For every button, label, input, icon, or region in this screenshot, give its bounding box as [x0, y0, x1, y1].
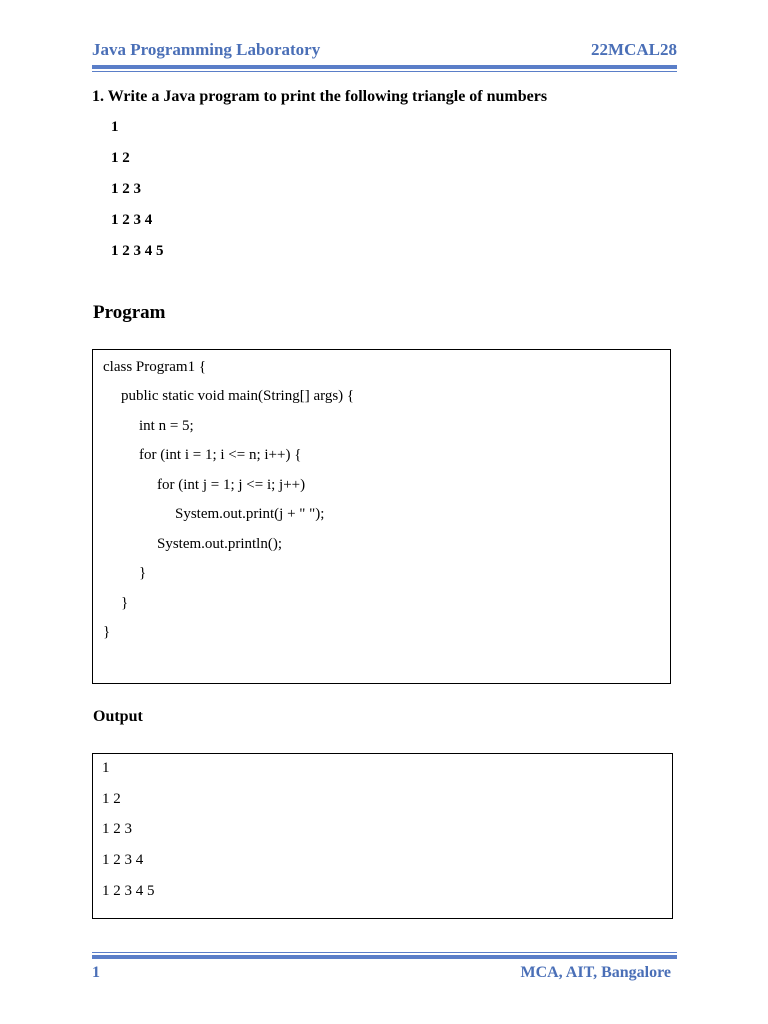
code-box — [92, 349, 671, 684]
footer-institution: MCA, AIT, Bangalore — [520, 964, 671, 981]
code-line: } — [139, 565, 147, 581]
output-line: 1 2 3 4 5 — [102, 883, 155, 899]
header-rule-thin — [92, 71, 677, 72]
output-heading: Output — [93, 708, 143, 725]
question-text: 1. Write a Java program to print the following triangle of numbers — [92, 88, 548, 105]
code-line: public static void main(String[] args) { — [121, 388, 355, 404]
program-heading: Program — [93, 302, 166, 323]
output-line: 1 2 3 — [102, 821, 132, 837]
code-line: System.out.print(j + " "); — [175, 506, 325, 522]
page-header — [92, 40, 677, 60]
triangle-row: 1 2 3 — [111, 181, 141, 197]
code-line: for (int i = 1; i <= n; i++) { — [139, 447, 302, 463]
page-number: 1 — [92, 964, 100, 981]
code-line: } — [121, 595, 129, 611]
header-course-title: Java Programming Laboratory — [92, 40, 321, 59]
code-line: System.out.println(); — [157, 536, 282, 552]
code-line: int n = 5; — [139, 418, 194, 434]
code-line: class Program1 { — [103, 359, 207, 375]
footer-rule-thick — [92, 955, 677, 959]
output-line: 1 — [102, 760, 110, 776]
output-line: 1 2 3 4 — [102, 852, 144, 868]
code-line: for (int j = 1; j <= i; j++) — [157, 477, 306, 493]
output-box — [92, 753, 673, 919]
code-line: } — [103, 624, 111, 640]
header-rule-thick — [92, 65, 677, 69]
triangle-pattern — [111, 118, 164, 273]
page-footer — [92, 964, 671, 982]
output-line: 1 2 — [102, 791, 121, 807]
header-course-code: 22MCAL28 — [591, 40, 677, 59]
footer-rule-thin — [92, 952, 677, 953]
triangle-row: 1 2 3 4 — [111, 212, 153, 228]
triangle-row: 1 — [111, 119, 119, 135]
triangle-row: 1 2 — [111, 150, 130, 166]
triangle-row: 1 2 3 4 5 — [111, 243, 164, 259]
